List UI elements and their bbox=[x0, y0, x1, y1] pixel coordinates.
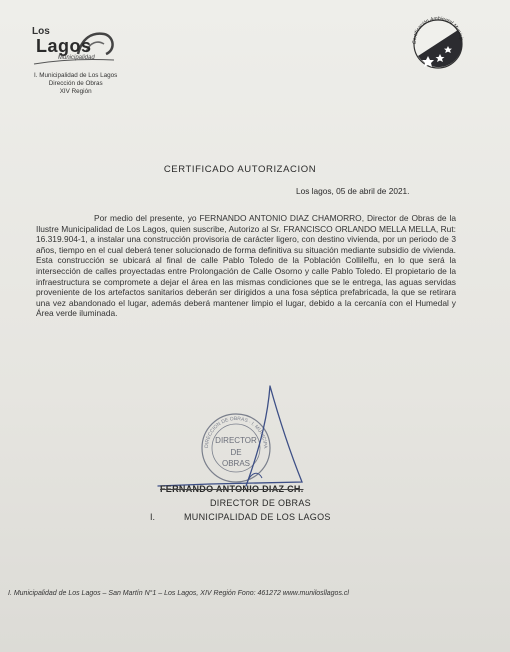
signatory-initial: I. bbox=[150, 512, 156, 522]
stamp-text-line2: DE bbox=[230, 448, 242, 457]
logo-word-big: Lagos bbox=[36, 36, 92, 56]
document-body-text: Por medio del presente, yo FERNANDO ANTONIO DIAZ CHAMORRO, Director de Obras de la Ilustre Municipalidad de Los Lagos, quien suscribe, Autorizo al Sr. FRANCISCO ORLANDO MELLA MELLA, Rut: 16.319.904-1, a instalar una construcción provisoria de carácter ligero, con destino vivienda, por un periodo de 3 años, tiempo en el cual deberá tener solucionado de forma definitiva su situación mediante subsidio de vivienda. Esta construcción se ubicará al final de calle Pablo Toledo de la Población Collilelfu, en lo que será la intersección de calles proyectadas entre Prolongación de Calle Osorno y calle Pablo Toledo. El propietario de la infraestructura se compromete a dejar el área en las mismas condiciones que se le entrega, las aguas servidas proveniente de los artefactos sanitarios deberán ser dirigidos a una fosa séptica prefabricada, la que se retirara una vez abandonado el lugar, además deberá mantener limpio el lugar, debido a la cercanía con el Humedal y Área verde iluminada. bbox=[36, 213, 456, 319]
signatory-municipality: MUNICIPALIDAD DE LOS LAGOS bbox=[184, 512, 331, 522]
signatory-role: DIRECTOR DE OBRAS bbox=[210, 498, 311, 508]
document-footer: I. Municipalidad de Los Lagos – San Martín N°1 – Los Lagos, XIV Región Fono: 461272 www.munilosllagos.cl bbox=[8, 590, 349, 597]
environmental-certification-seal-icon bbox=[406, 10, 470, 74]
logo-word-small: Los bbox=[32, 26, 50, 37]
logo-tagline: Municipalidad bbox=[58, 55, 95, 61]
organization-region: XIV Región bbox=[59, 88, 92, 95]
document-body bbox=[36, 213, 456, 319]
handwritten-signature-icon bbox=[150, 382, 320, 492]
document-date: Los lagos, 05 de abril de 2021. bbox=[296, 186, 410, 196]
document-title: CERTIFICADO AUTORIZACION bbox=[163, 164, 317, 175]
stamp-text-line1: DIRECTOR bbox=[215, 436, 257, 445]
stamp-ring-text: DIRECCION DE OBRAS · I. MUNICIPA bbox=[203, 415, 269, 449]
signatory-name: FERNANDO ANTONIO DIAZ CH. bbox=[160, 484, 304, 494]
organization-department: Dirección de Obras bbox=[48, 80, 103, 87]
seal-ring-text: Certificación Ambiental Municip bbox=[411, 15, 465, 45]
organization-block bbox=[34, 72, 117, 96]
stamp-text-line3: OBRAS bbox=[221, 459, 250, 468]
organization-name: I. Municipalidad de Los Lagos bbox=[34, 72, 118, 79]
